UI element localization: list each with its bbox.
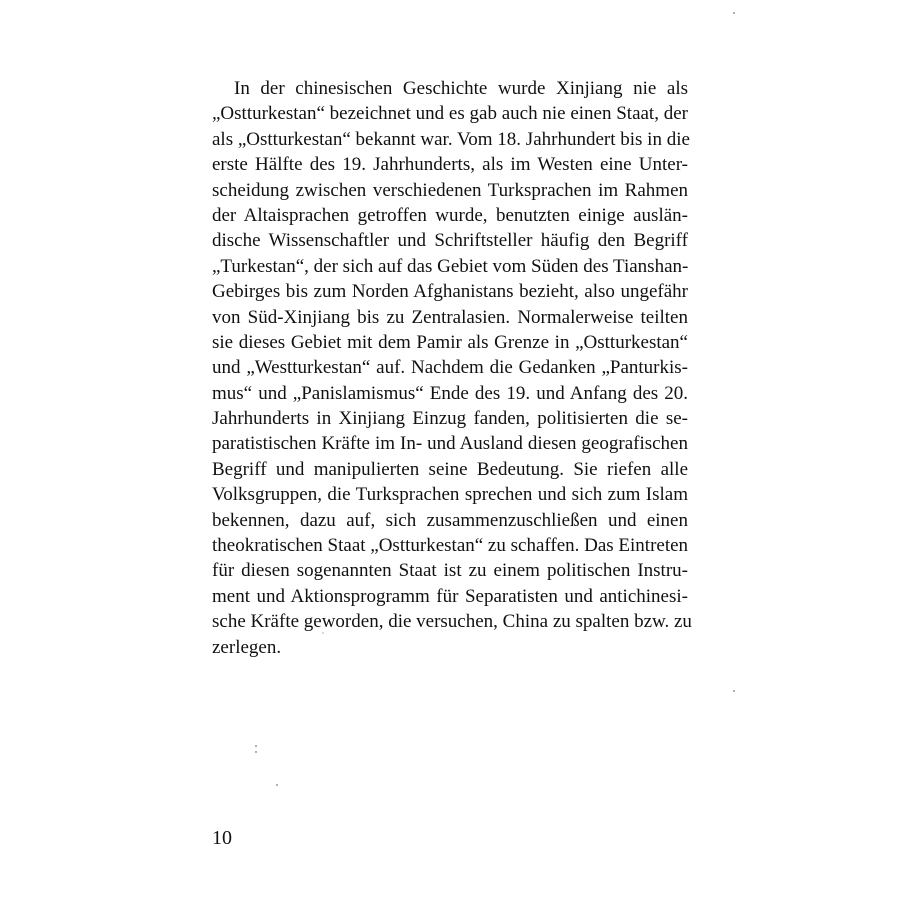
paragraph-line: für diesen sogenannten Staat ist zu einem politischen Instru- <box>212 560 688 582</box>
paragraph-line: dische Wissenschaftler und Schriftsteller häufig den Begriff <box>212 230 688 252</box>
paragraph-line: Jahrhunderts in Xinjiang Einzug fanden, politisierten die se- <box>212 408 688 430</box>
paragraph-line: Begriff und manipulierten seine Bedeutung. Sie riefen alle <box>212 458 688 480</box>
scan-speck <box>733 690 735 692</box>
scan-speck <box>733 12 735 14</box>
scan-speck <box>255 745 257 747</box>
paragraph-line: „Turkestan“, der sich auf das Gebiet vom Süden des Tianshan- <box>212 255 689 277</box>
paragraph-line: als „Ostturkestan“ bekannt war. Vom 18. Jahrhundert bis in die <box>212 128 690 150</box>
paragraph-line: Volksgruppen, die Turksprachen sprechen und sich zum Islam <box>212 484 688 506</box>
paragraph-line: mus“ und „Panislamismus“ Ende des 19. und Anfang des 20. <box>212 382 688 404</box>
paragraph-line: theokratischen Staat „Ostturkestan“ zu schaffen. Das Eintreten <box>212 535 689 557</box>
paragraph-line: Gebirges bis zum Norden Afghanistans bezieht, also ungefähr <box>212 281 688 303</box>
paragraph-line: bekennen, dazu auf, sich zusammenzuschließen und einen <box>212 509 688 531</box>
paragraph-line: sche Kräfte geworden, die versuchen, China zu spalten bzw. zu <box>212 611 692 633</box>
paragraph-line: paratistischen Kräfte im In- und Ausland diesen geografischen <box>212 433 688 455</box>
paragraph-line: erste Hälfte des 19. Jahrhunderts, als im Westen eine Unter- <box>212 154 688 176</box>
paragraph-line: sie dieses Gebiet mit dem Pamir als Grenze in „Ostturkestan“ <box>212 331 688 353</box>
paragraph-line: scheidung zwischen verschiedenen Turksprachen im Rahmen <box>212 179 688 201</box>
paragraph-line: ment und Aktionsprogramm für Separatisten und antichinesi- <box>212 585 688 607</box>
scan-speck <box>255 751 257 753</box>
paragraph-line: „Ostturkestan“ bezeichnet und es gab auch nie einen Staat, der <box>212 103 688 125</box>
scan-speck <box>276 784 278 786</box>
paragraph-line: der Altaisprachen getroffen wurde, benutzten einige auslän- <box>212 204 688 226</box>
paragraph-line: von Süd-Xinjiang bis zu Zentralasien. Normalerweise teilten <box>212 306 688 328</box>
body-paragraph <box>212 76 692 660</box>
paragraph-line: In der chinesischen Geschichte wurde Xinjiang nie als <box>234 78 688 99</box>
page-number: 10 <box>212 827 232 849</box>
paragraph-line: zerlegen. <box>212 636 282 658</box>
scan-speck <box>322 632 324 634</box>
paragraph-line: und „Westturkestan“ auf. Nachdem die Gedanken „Panturkis- <box>212 357 688 379</box>
